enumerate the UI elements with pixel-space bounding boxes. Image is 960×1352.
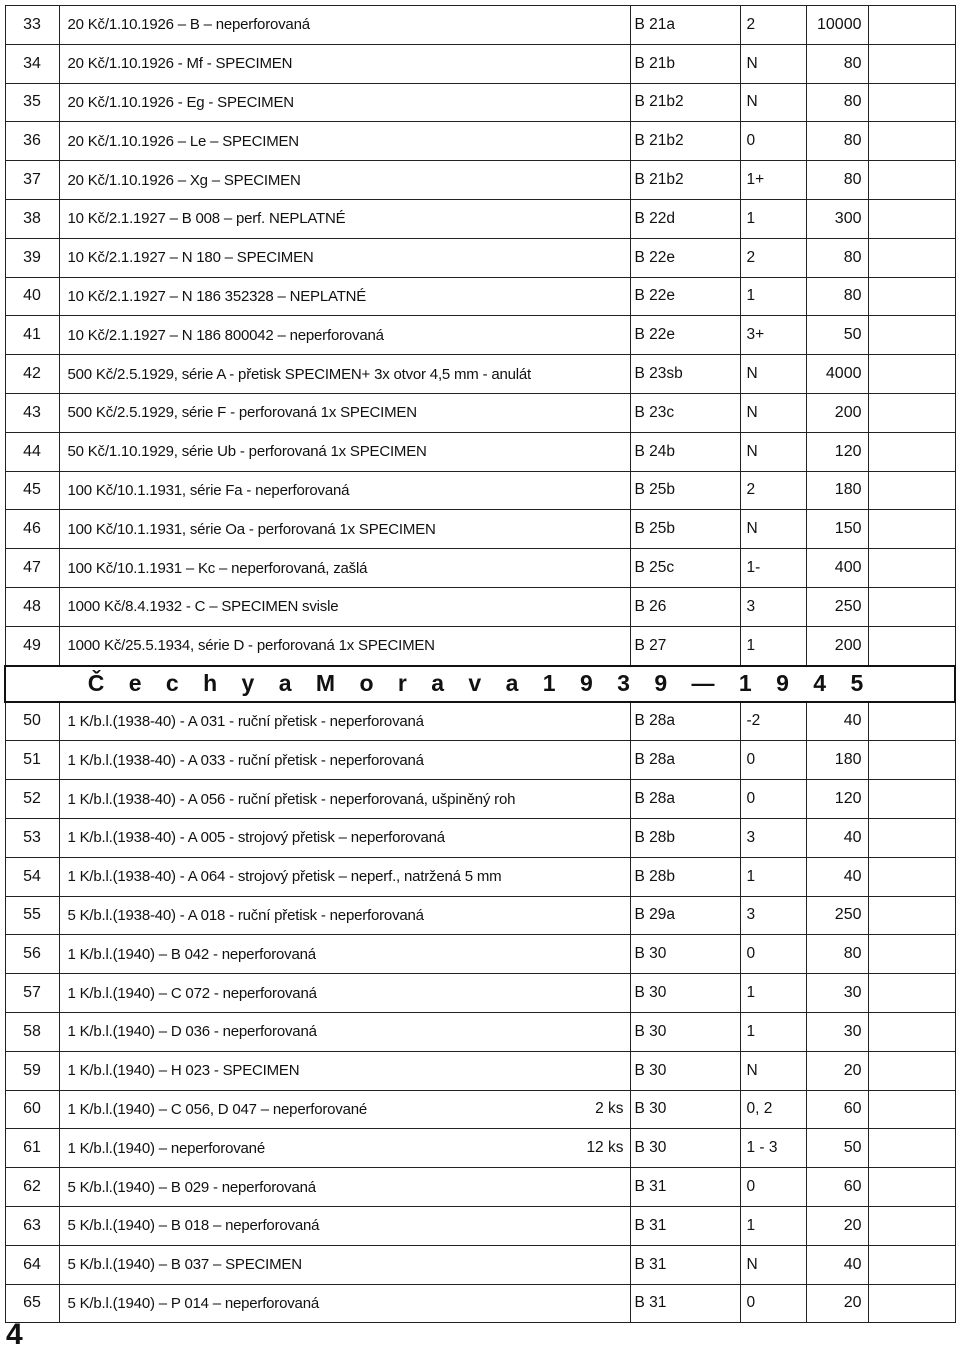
item-number: 52	[5, 780, 59, 819]
empty-cell	[868, 935, 955, 974]
item-price: 80	[806, 83, 868, 122]
empty-cell	[868, 199, 955, 238]
catalog-code: B 31	[630, 1206, 740, 1245]
item-description: 10 Kč/2.1.1927 – N 180 – SPECIMEN	[59, 238, 564, 277]
catalog-code: B 23c	[630, 393, 740, 432]
item-description: 5 K/b.l.(1940) – B 018 – neperforovaná	[59, 1206, 564, 1245]
item-price: 180	[806, 471, 868, 510]
item-price: 180	[806, 741, 868, 780]
catalog-code: B 25c	[630, 549, 740, 588]
item-description: 1 K/b.l.(1940) – H 023 - SPECIMEN	[59, 1051, 564, 1090]
item-price: 300	[806, 199, 868, 238]
item-description: 1000 Kč/8.4.1932 - C – SPECIMEN svisle	[59, 587, 564, 626]
catalog-code: B 28a	[630, 702, 740, 741]
table-row	[5, 199, 955, 238]
item-price: 40	[806, 818, 868, 857]
item-price: 250	[806, 896, 868, 935]
table-row	[5, 122, 955, 161]
item-grade: 2	[740, 471, 806, 510]
catalog-code: B 21a	[630, 6, 740, 45]
item-price: 4000	[806, 355, 868, 394]
table-row	[5, 549, 955, 588]
item-description: 1 K/b.l.(1940) – C 056, D 047 – neperforované	[59, 1090, 564, 1129]
empty-cell	[868, 857, 955, 896]
item-number: 37	[5, 161, 59, 200]
item-grade: 1	[740, 277, 806, 316]
item-price: 80	[806, 44, 868, 83]
item-grade: N	[740, 510, 806, 549]
item-grade: 1 - 3	[740, 1129, 806, 1168]
catalog-code: B 26	[630, 587, 740, 626]
table-row	[5, 1168, 955, 1207]
item-description: 20 Kč/1.10.1926 - Eg - SPECIMEN	[59, 83, 564, 122]
empty-cell	[868, 1051, 955, 1090]
item-number: 39	[5, 238, 59, 277]
item-quantity	[564, 1051, 630, 1090]
table-row	[5, 974, 955, 1013]
item-price: 150	[806, 510, 868, 549]
catalog-code: B 31	[630, 1168, 740, 1207]
catalog-code: B 30	[630, 1129, 740, 1168]
item-quantity	[564, 1245, 630, 1284]
table-row	[5, 818, 955, 857]
catalog-code: B 21b	[630, 44, 740, 83]
item-number: 35	[5, 83, 59, 122]
item-number: 59	[5, 1051, 59, 1090]
item-price: 60	[806, 1090, 868, 1129]
item-number: 44	[5, 432, 59, 471]
empty-cell	[868, 1168, 955, 1207]
item-number: 63	[5, 1206, 59, 1245]
item-description: 1 K/b.l.(1938-40) - A 064 - strojový přetisk – neperf., natržená 5 mm	[59, 857, 564, 896]
item-quantity	[564, 44, 630, 83]
item-quantity	[564, 1206, 630, 1245]
empty-cell	[868, 83, 955, 122]
table-row	[5, 1129, 955, 1168]
item-number: 60	[5, 1090, 59, 1129]
item-price: 20	[806, 1284, 868, 1323]
item-number: 64	[5, 1245, 59, 1284]
empty-cell	[868, 741, 955, 780]
table-row	[5, 1051, 955, 1090]
item-price: 80	[806, 238, 868, 277]
item-quantity	[564, 471, 630, 510]
item-quantity	[564, 818, 630, 857]
item-price: 10000	[806, 6, 868, 45]
item-price: 80	[806, 161, 868, 200]
item-quantity	[564, 702, 630, 741]
item-quantity	[564, 316, 630, 355]
item-number: 65	[5, 1284, 59, 1323]
empty-cell	[868, 1012, 955, 1051]
catalog-code: B 22e	[630, 238, 740, 277]
catalog-code: B 30	[630, 1012, 740, 1051]
empty-cell	[868, 780, 955, 819]
empty-cell	[868, 1129, 955, 1168]
item-price: 40	[806, 702, 868, 741]
table-row	[5, 857, 955, 896]
item-description: 20 Kč/1.10.1926 – B – neperforovaná	[59, 6, 564, 45]
catalog-code: B 25b	[630, 510, 740, 549]
table-row	[5, 741, 955, 780]
table-row	[5, 510, 955, 549]
catalog-code: B 28a	[630, 780, 740, 819]
item-number: 51	[5, 741, 59, 780]
item-description: 1 K/b.l.(1938-40) - A 031 - ruční přetisk - neperforovaná	[59, 702, 564, 741]
catalog-code: B 30	[630, 974, 740, 1013]
table-row	[5, 626, 955, 665]
item-price: 250	[806, 587, 868, 626]
table-row	[5, 1245, 955, 1284]
item-grade: 0	[740, 1168, 806, 1207]
table-row	[5, 896, 955, 935]
item-number: 43	[5, 393, 59, 432]
item-quantity	[564, 1012, 630, 1051]
empty-cell	[868, 471, 955, 510]
item-grade: -2	[740, 702, 806, 741]
item-price: 200	[806, 626, 868, 665]
table-row	[5, 702, 955, 741]
item-description: 1000 Kč/25.5.1934, série D - perforovaná 1x SPECIMEN	[59, 626, 564, 665]
item-description: 5 K/b.l.(1938-40) - A 018 - ruční přetisk - neperforovaná	[59, 896, 564, 935]
catalog-code: B 31	[630, 1284, 740, 1323]
item-grade: 1	[740, 199, 806, 238]
catalog-code: B 30	[630, 1051, 740, 1090]
item-quantity	[564, 896, 630, 935]
item-quantity: 2 ks	[564, 1090, 630, 1129]
item-description: 1 K/b.l.(1938-40) - A 005 - strojový přetisk – neperforovaná	[59, 818, 564, 857]
item-description: 1 K/b.l.(1940) – B 042 - neperforovaná	[59, 935, 564, 974]
item-grade: 3	[740, 587, 806, 626]
catalog-code: B 22e	[630, 316, 740, 355]
table-row	[5, 238, 955, 277]
table-row	[5, 83, 955, 122]
item-quantity	[564, 935, 630, 974]
empty-cell	[868, 6, 955, 45]
item-quantity	[564, 626, 630, 665]
item-quantity	[564, 432, 630, 471]
catalog-code: B 31	[630, 1245, 740, 1284]
catalog-code: B 27	[630, 626, 740, 665]
table-row	[5, 780, 955, 819]
empty-cell	[868, 432, 955, 471]
item-quantity	[564, 355, 630, 394]
item-price: 200	[806, 393, 868, 432]
item-number: 45	[5, 471, 59, 510]
item-grade: 2	[740, 6, 806, 45]
item-price: 50	[806, 1129, 868, 1168]
item-price: 20	[806, 1051, 868, 1090]
item-price: 30	[806, 974, 868, 1013]
empty-cell	[868, 393, 955, 432]
catalog-code: B 22e	[630, 277, 740, 316]
empty-cell	[868, 355, 955, 394]
item-grade: 1	[740, 1012, 806, 1051]
item-description: 5 K/b.l.(1940) – B 029 - neperforovaná	[59, 1168, 564, 1207]
item-number: 48	[5, 587, 59, 626]
item-price: 60	[806, 1168, 868, 1207]
item-description: 1 K/b.l.(1938-40) - A 056 - ruční přetisk - neperforovaná, ušpiněný roh	[59, 780, 564, 819]
item-price: 80	[806, 935, 868, 974]
item-grade: 0	[740, 935, 806, 974]
item-quantity	[564, 857, 630, 896]
item-number: 61	[5, 1129, 59, 1168]
empty-cell	[868, 1090, 955, 1129]
item-quantity	[564, 510, 630, 549]
item-number: 46	[5, 510, 59, 549]
item-number: 38	[5, 199, 59, 238]
item-description: 100 Kč/10.1.1931, série Oa - perforovaná 1x SPECIMEN	[59, 510, 564, 549]
item-price: 40	[806, 857, 868, 896]
catalog-code: B 29a	[630, 896, 740, 935]
empty-cell	[868, 316, 955, 355]
table-body-after	[5, 702, 955, 1323]
catalog-code: B 28b	[630, 857, 740, 896]
item-number: 34	[5, 44, 59, 83]
item-grade: 2	[740, 238, 806, 277]
item-quantity	[564, 238, 630, 277]
catalog-code: B 25b	[630, 471, 740, 510]
item-grade: 1	[740, 974, 806, 1013]
empty-cell	[868, 818, 955, 857]
item-quantity	[564, 549, 630, 588]
item-grade: 1-	[740, 549, 806, 588]
page-number: 4	[6, 1318, 23, 1351]
item-description: 20 Kč/1.10.1926 - Mf - SPECIMEN	[59, 44, 564, 83]
empty-cell	[868, 510, 955, 549]
item-grade: 0	[740, 1284, 806, 1323]
item-grade: 1	[740, 1206, 806, 1245]
table-row	[5, 1090, 955, 1129]
table-row	[5, 1206, 955, 1245]
item-number: 55	[5, 896, 59, 935]
table-row	[5, 277, 955, 316]
item-description: 20 Kč/1.10.1926 – Xg – SPECIMEN	[59, 161, 564, 200]
item-price: 80	[806, 277, 868, 316]
item-number: 54	[5, 857, 59, 896]
item-grade: 3	[740, 818, 806, 857]
catalog-code: B 30	[630, 1090, 740, 1129]
item-quantity	[564, 6, 630, 45]
item-number: 53	[5, 818, 59, 857]
item-grade: 0	[740, 122, 806, 161]
item-price: 30	[806, 1012, 868, 1051]
item-description: 1 K/b.l.(1940) – D 036 - neperforovaná	[59, 1012, 564, 1051]
item-description: 10 Kč/2.1.1927 – N 186 800042 – neperforovaná	[59, 316, 564, 355]
table-row	[5, 935, 955, 974]
table-row	[5, 161, 955, 200]
item-grade: 0	[740, 741, 806, 780]
table-row	[5, 6, 955, 45]
catalog-code: B 30	[630, 935, 740, 974]
item-price: 400	[806, 549, 868, 588]
item-grade: N	[740, 83, 806, 122]
empty-cell	[868, 896, 955, 935]
table-row	[5, 393, 955, 432]
table-row	[5, 432, 955, 471]
item-quantity	[564, 780, 630, 819]
empty-cell	[868, 44, 955, 83]
item-grade: N	[740, 1245, 806, 1284]
item-description: 5 K/b.l.(1940) – P 014 – neperforovaná	[59, 1284, 564, 1323]
item-quantity	[564, 1168, 630, 1207]
table-row	[5, 355, 955, 394]
catalog-code: B 24b	[630, 432, 740, 471]
item-number: 33	[5, 6, 59, 45]
item-number: 58	[5, 1012, 59, 1051]
item-price: 80	[806, 122, 868, 161]
item-number: 36	[5, 122, 59, 161]
item-quantity	[564, 393, 630, 432]
item-price: 40	[806, 1245, 868, 1284]
item-number: 62	[5, 1168, 59, 1207]
catalog-table	[4, 5, 956, 1323]
catalog-code: B 21b2	[630, 122, 740, 161]
section-title: Č e c h y a M o r a v a 1 9 3 9 — 1 9 4 5	[5, 666, 955, 702]
empty-cell	[868, 277, 955, 316]
catalog-code: B 22d	[630, 199, 740, 238]
item-grade: N	[740, 1051, 806, 1090]
table-row	[5, 1012, 955, 1051]
item-quantity	[564, 122, 630, 161]
item-number: 40	[5, 277, 59, 316]
item-quantity	[564, 161, 630, 200]
empty-cell	[868, 974, 955, 1013]
item-number: 42	[5, 355, 59, 394]
empty-cell	[868, 1284, 955, 1323]
item-quantity: 12 ks	[564, 1129, 630, 1168]
item-grade: 0	[740, 780, 806, 819]
item-quantity	[564, 741, 630, 780]
item-number: 56	[5, 935, 59, 974]
item-number: 57	[5, 974, 59, 1013]
item-quantity	[564, 277, 630, 316]
item-price: 20	[806, 1206, 868, 1245]
empty-cell	[868, 161, 955, 200]
item-price: 120	[806, 432, 868, 471]
empty-cell	[868, 587, 955, 626]
item-grade: 0, 2	[740, 1090, 806, 1129]
item-price: 50	[806, 316, 868, 355]
item-quantity	[564, 974, 630, 1013]
item-description: 500 Kč/2.5.1929, série A - přetisk SPECIMEN+ 3x otvor 4,5 mm - anulát	[59, 355, 564, 394]
item-description: 1 K/b.l.(1940) – neperforované	[59, 1129, 564, 1168]
catalog-code: B 28b	[630, 818, 740, 857]
section-header-row	[5, 666, 955, 702]
catalog-code: B 23sb	[630, 355, 740, 394]
item-quantity	[564, 83, 630, 122]
empty-cell	[868, 1245, 955, 1284]
item-description: 10 Kč/2.1.1927 – B 008 – perf. NEPLATNÉ	[59, 199, 564, 238]
table-row	[5, 44, 955, 83]
catalog-code: B 21b2	[630, 83, 740, 122]
catalog-code: B 21b2	[630, 161, 740, 200]
empty-cell	[868, 238, 955, 277]
table-row	[5, 587, 955, 626]
item-grade: N	[740, 432, 806, 471]
item-grade: 1+	[740, 161, 806, 200]
item-description: 5 K/b.l.(1940) – B 037 – SPECIMEN	[59, 1245, 564, 1284]
table-body-before	[5, 6, 955, 666]
item-description: 500 Kč/2.5.1929, série F - perforovaná 1x SPECIMEN	[59, 393, 564, 432]
section-header-body	[5, 666, 955, 702]
item-description: 20 Kč/1.10.1926 – Le – SPECIMEN	[59, 122, 564, 161]
item-description: 1 K/b.l.(1940) – C 072 - neperforovaná	[59, 974, 564, 1013]
empty-cell	[868, 549, 955, 588]
item-description: 100 Kč/10.1.1931, série Fa - neperforovaná	[59, 471, 564, 510]
table-row	[5, 471, 955, 510]
empty-cell	[868, 626, 955, 665]
item-quantity	[564, 587, 630, 626]
item-grade: 1	[740, 857, 806, 896]
item-grade: 3	[740, 896, 806, 935]
item-quantity	[564, 1284, 630, 1323]
item-number: 47	[5, 549, 59, 588]
item-quantity	[564, 199, 630, 238]
item-description: 1 K/b.l.(1938-40) - A 033 - ruční přetisk - neperforovaná	[59, 741, 564, 780]
item-grade: 3+	[740, 316, 806, 355]
item-description: 10 Kč/2.1.1927 – N 186 352328 – NEPLATNÉ	[59, 277, 564, 316]
item-number: 49	[5, 626, 59, 665]
item-description: 50 Kč/1.10.1929, série Ub - perforovaná 1x SPECIMEN	[59, 432, 564, 471]
item-number: 41	[5, 316, 59, 355]
table-row	[5, 316, 955, 355]
item-description: 100 Kč/10.1.1931 – Kc – neperforovaná, zašlá	[59, 549, 564, 588]
item-grade: N	[740, 44, 806, 83]
item-grade: 1	[740, 626, 806, 665]
item-grade: N	[740, 393, 806, 432]
item-price: 120	[806, 780, 868, 819]
item-number: 50	[5, 702, 59, 741]
empty-cell	[868, 122, 955, 161]
table-row	[5, 1284, 955, 1323]
catalog-code: B 28a	[630, 741, 740, 780]
empty-cell	[868, 1206, 955, 1245]
empty-cell	[868, 702, 955, 741]
item-grade: N	[740, 355, 806, 394]
